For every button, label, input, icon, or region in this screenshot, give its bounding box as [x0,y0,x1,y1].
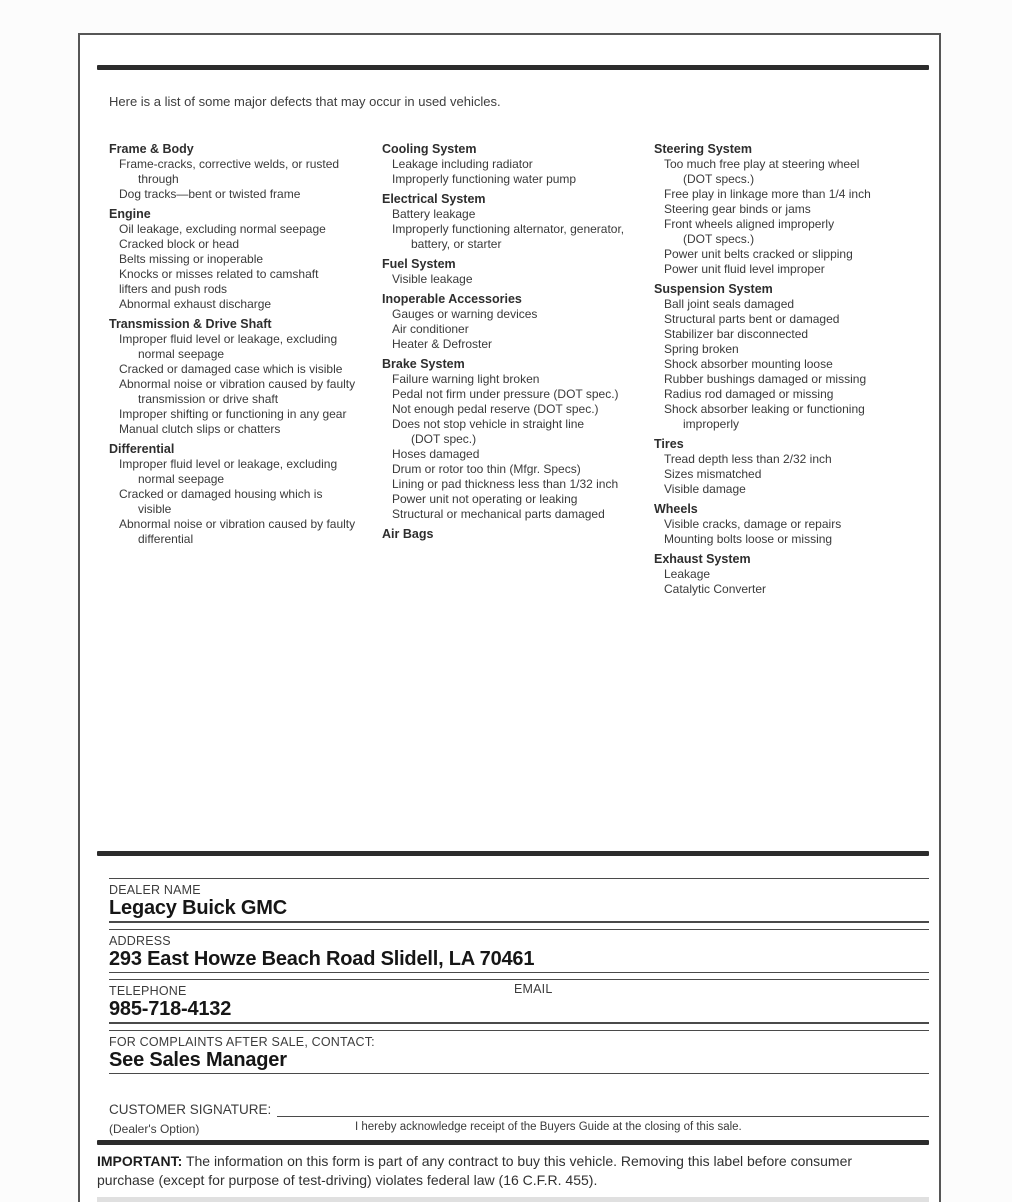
defect-item: Dog tracks—bent or twisted frame [119,187,301,201]
intro-text: Here is a list of some major defects that may occur in used vehicles. [109,94,501,109]
defect-item-continued: transmission or drive shaft [138,392,279,406]
defect-item: Stabilizer bar disconnected [664,327,809,341]
defect-item-continued: normal seepage [138,472,225,486]
field-underline [109,921,929,923]
defect-section [382,527,654,542]
defect-item: Shock absorber leaking or functioning [664,402,865,416]
defect-column-3 [654,142,929,597]
defect-item: Rubber bushings damaged or missing [664,372,867,386]
defect-item: Drum or rotor too thin (Mfgr. Specs) [392,462,581,476]
field-value: See Sales Manager [109,1048,287,1071]
field-value: 985-718-4132 [109,998,232,1020]
defect-item: Oil leakage, excluding normal seepage [119,222,326,236]
defect-item: Radius rod damaged or missing [664,387,834,401]
field-value: 293 East Howze Beach Road Slidell, LA 70461 [109,947,535,970]
field-label: FOR COMPLAINTS AFTER SALE, CONTACT: [109,1034,375,1049]
defect-item: Improper fluid level or leakage, excluding [119,457,338,471]
defect-item: Cracked block or head [119,237,240,251]
defect-section-title: Exhaust System [654,552,751,566]
defect-item: Abnormal noise or vibration caused by faulty [119,517,356,531]
defect-item: Abnormal exhaust discharge [119,297,272,311]
defect-section [109,442,382,547]
defect-item: Free play in linkage more than 1/4 inch [664,187,871,201]
dealer-field [109,979,929,1024]
defect-item: Spring broken [664,342,739,356]
defect-section-title: Air Bags [382,527,434,541]
defect-item: Hoses damaged [392,447,480,461]
acknowledgement-text: I hereby acknowledge receipt of the Buyers Guide at the closing of this sale. [355,1121,742,1133]
defect-item: Cracked or damaged case which is visible [119,362,343,376]
defect-item: Front wheels aligned improperly [664,217,835,231]
defect-section [654,437,929,497]
defect-section [109,317,382,437]
defect-item: Sizes mismatched [664,467,762,481]
important-label: IMPORTANT: [97,1153,183,1169]
dealer-fields [109,878,929,1074]
defect-item: Lining or pad thickness less than 1/32 inch [392,477,619,491]
defect-section-title: Brake System [382,357,465,371]
defect-item: Leakage [664,567,711,581]
signature-subrow [109,1120,929,1136]
defect-section [109,142,382,202]
defect-item-continued: differential [138,532,194,546]
field-underline [109,972,929,974]
defect-item: Heater & Defroster [392,337,493,351]
defect-item: Battery leakage [392,207,476,221]
defect-item: Shock absorber mounting loose [664,357,833,371]
defect-item: Belts missing or inoperable [119,252,264,266]
field-value: Legacy Buick GMC [109,897,287,919]
field-underline [109,1022,929,1024]
dealer-info-section [109,878,929,1136]
defect-section [109,207,382,312]
defect-item: Does not stop vehicle in straight line [392,417,585,431]
field-label-secondary: EMAIL [514,982,553,996]
defect-item-continued: through [138,172,179,186]
defect-section-title: Transmission & Drive Shaft [109,317,272,331]
defect-item: Air conditioner [392,322,469,336]
defect-item: Improper fluid level or leakage, excluding [119,332,338,346]
buyers-guide-page [78,33,941,1202]
defect-section [382,292,654,352]
defect-section-title: Wheels [654,502,698,516]
defect-item: Improperly functioning alternator, generator, [392,222,625,236]
field-label-row [109,982,929,997]
signature-block [109,1102,929,1136]
defect-item: Cracked or damaged housing which is [119,487,323,501]
field-label: ADDRESS [109,933,171,948]
defect-item: Manual clutch slips or chatters [119,422,281,436]
field-label-row [109,1033,929,1048]
defect-section [382,192,654,252]
defect-item-continued: improperly [683,417,740,431]
defect-item: Catalytic Converter [664,582,767,596]
dealer-field [109,1030,929,1075]
important-rule-bar [97,1140,929,1145]
defect-item-continued: (DOT spec.) [411,432,477,446]
defect-item: Gauges or warning devices [392,307,538,321]
defect-section-title: Differential [109,442,175,456]
field-label: TELEPHONE [109,984,187,998]
customer-signature-label: CUSTOMER SIGNATURE: [109,1102,272,1117]
defect-item: Abnormal noise or vibration caused by faulty [119,377,356,391]
defect-item: lifters and push rods [119,282,228,296]
defect-item: Improper shifting or functioning in any gear [119,407,347,421]
defect-section-title: Fuel System [382,257,456,271]
defect-item-continued: battery, or starter [411,237,502,251]
defect-item: Structural or mechanical parts damaged [392,507,605,521]
defect-section [654,552,929,597]
defect-section-title: Electrical System [382,192,486,206]
dealer-option-note: (Dealer's Option) [109,1122,200,1136]
defect-section [382,142,654,187]
defect-item: Visible damage [664,482,746,496]
important-body: The information on this form is part of any contract to buy this vehicle. Removing this label before consumer purchase (except for purpose of test-driving) violates federal law (16 C.F.R. 455). [97,1153,853,1188]
defect-item: Too much free play at steering wheel [664,157,860,171]
defect-section-title: Cooling System [382,142,477,156]
defect-item: Pedal not firm under pressure (DOT spec.) [392,387,619,401]
defect-item-continued: (DOT specs.) [683,232,755,246]
defect-section-title: Engine [109,207,151,221]
field-label-row [109,881,929,896]
defect-column-1 [109,142,382,597]
defect-item: Steering gear binds or jams [664,202,811,216]
defect-section [654,282,929,432]
defect-item: Power unit belts cracked or slipping [664,247,853,261]
defect-item: Visible cracks, damage or repairs [664,517,842,531]
signature-row [109,1102,929,1117]
defect-item: Power unit not operating or leaking [392,492,578,506]
field-label: DEALER NAME [109,883,201,897]
defect-section-title: Inoperable Accessories [382,292,522,306]
field-underline [109,1073,929,1075]
defect-item: Visible leakage [392,272,473,286]
middle-rule-bar [97,851,929,856]
defect-item: Tread depth less than 2/32 inch [664,452,832,466]
important-notice [97,1152,887,1190]
defect-item: Failure warning light broken [392,372,540,386]
defect-item: Improperly functioning water pump [392,172,577,186]
top-rule-bar [97,65,929,70]
defect-section-title: Tires [654,437,684,451]
defect-item: Not enough pedal reserve (DOT spec.) [392,402,599,416]
defect-section [654,502,929,547]
defects-columns [109,142,931,597]
defect-column-2 [382,142,654,597]
defect-section [382,357,654,522]
defect-item: Mounting bolts loose or missing [664,532,833,546]
dealer-field [109,929,929,974]
signature-line [277,1102,929,1117]
defect-item: Frame-cracks, corrective welds, or rusted [119,157,340,171]
dealer-field [109,878,929,923]
defect-section-title: Frame & Body [109,142,194,156]
field-label-row [109,932,929,947]
defect-section-title: Suspension System [654,282,773,296]
defect-section [382,257,654,287]
defect-section-title: Steering System [654,142,752,156]
defect-item: Knocks or misses related to camshaft [119,267,319,281]
defect-item: Power unit fluid level improper [664,262,825,276]
defect-section [654,142,929,277]
defect-item-continued: (DOT specs.) [683,172,755,186]
defect-item-continued: normal seepage [138,347,225,361]
defect-item: Ball joint seals damaged [664,297,795,311]
defect-item-continued: visible [138,502,172,516]
defect-item: Structural parts bent or damaged [664,312,840,326]
defect-item: Leakage including radiator [392,157,533,171]
